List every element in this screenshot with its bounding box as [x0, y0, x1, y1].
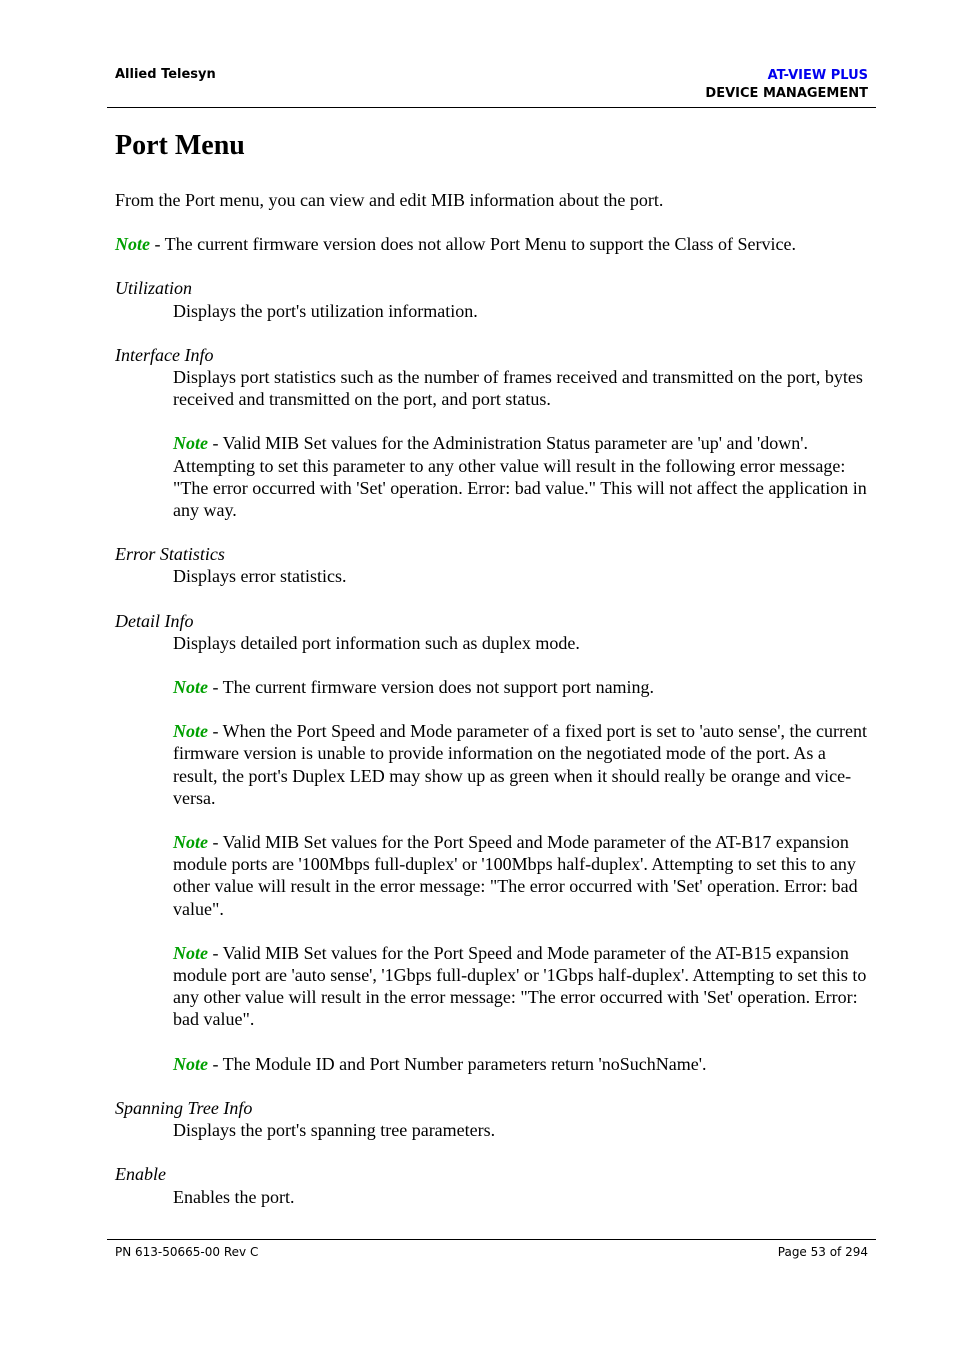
note-text: - The current firmware version does not allow Port Menu to support the Class of Service. — [150, 234, 797, 255]
intro-note — [115, 233, 870, 255]
main-content — [115, 189, 870, 1230]
note-paragraph — [173, 831, 870, 920]
definition-text: Displays detailed port information such as duplex mode. — [173, 632, 580, 653]
note-paragraph — [173, 676, 870, 698]
definition-spanning-tree-info — [173, 1119, 870, 1141]
note-label: Note — [115, 234, 150, 255]
definition-detail-info — [173, 632, 870, 1075]
term-utilization: Utilization — [115, 278, 193, 299]
term-error-statistics: Error Statistics — [115, 544, 225, 565]
note-text: - Valid MIB Set values for the Port Speed and Mode parameter of the AT-B15 expansion module port are 'auto sense', '1Gbps full-duplex' or '1Gbps half-duplex'. Attempting to set this to any other value will result in the error message: "The error occurred with 'Set' operation. Error: bad value". — [173, 942, 867, 1030]
header-right — [705, 67, 868, 103]
definition-enable — [173, 1186, 870, 1208]
definition-utilization — [173, 300, 870, 322]
definition-text: Displays error statistics. — [173, 566, 347, 587]
definition-interface-info — [173, 366, 870, 521]
term-enable: Enable — [115, 1164, 166, 1185]
note-paragraph — [173, 1053, 870, 1075]
note-paragraph — [173, 942, 870, 1031]
note-label: Note — [173, 721, 208, 742]
definition-text: Displays the port's utilization information. — [173, 300, 478, 321]
term-spanning-tree-info: Spanning Tree Info — [115, 1097, 253, 1118]
footer-divider — [107, 1239, 876, 1240]
header-product: AT-VIEW PLUS — [767, 68, 868, 83]
header-section: DEVICE MANAGEMENT — [705, 86, 868, 101]
definition-text: Displays the port's spanning tree parameters. — [173, 1120, 496, 1141]
note-text: - Valid MIB Set values for the Port Speed and Mode parameter of the AT-B17 expansion module ports are '100Mbps full-duplex' or '100Mbps half-duplex'. Attempting to set this to any other value will result in the error message: "The error occurred with 'Set' operation. Error: bad value". — [173, 832, 858, 919]
note-paragraph — [173, 432, 870, 521]
footer-page-number: Page 53 of 294 — [777, 1245, 868, 1259]
note-text: - The Module ID and Port Number parameters return 'noSuchName'. — [208, 1053, 707, 1074]
header-divider — [107, 107, 876, 108]
note-text: - Valid MIB Set values for the Administration Status parameter are 'up' and 'down'. Attempting to set this parameter to any other value will result in the following error message: "The error occurred with 'Set' operation. Error: bad value." This will not affect the application in any way. — [173, 433, 867, 521]
note-label: Note — [173, 1053, 208, 1074]
note-text: - When the Port Speed and Mode parameter of a fixed port is set to 'auto sense', the current firmware version is unable to provide information on the negotiated mode of the port. As a result, the port's Duplex LED may show up as green when it should really be orange and vice-versa. — [173, 721, 867, 808]
definition-text: Enables the port. — [173, 1186, 295, 1207]
note-text: - The current firmware version does not support port naming. — [208, 677, 655, 698]
intro-paragraph: From the Port menu, you can view and edit MIB information about the port. — [115, 190, 664, 210]
header-company: Allied Telesyn — [115, 67, 216, 82]
note-label: Note — [173, 677, 208, 698]
note-paragraph — [173, 720, 870, 809]
term-interface-info: Interface Info — [115, 344, 214, 365]
page-title: Port Menu — [115, 130, 245, 161]
note-label: Note — [173, 942, 208, 963]
definition-error-statistics — [173, 565, 870, 587]
note-label: Note — [173, 832, 208, 853]
definition-text: Displays port statistics such as the number of frames received and transmitted on the port, bytes received and transmitted on the port, and port status. — [173, 367, 863, 410]
footer-doc-number: PN 613-50665-00 Rev C — [115, 1245, 259, 1259]
note-label: Note — [173, 433, 208, 454]
term-detail-info: Detail Info — [115, 610, 194, 631]
